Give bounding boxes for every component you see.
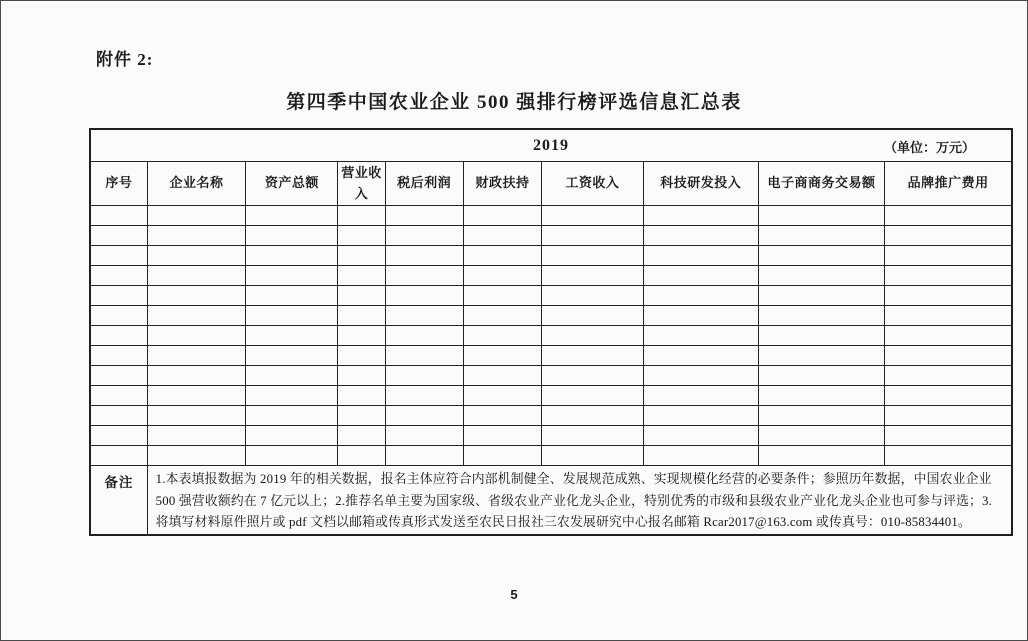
empty-cell (542, 426, 643, 446)
empty-cell (246, 226, 338, 246)
empty-cell (90, 226, 147, 246)
empty-cell (385, 266, 463, 286)
empty-cell (147, 306, 246, 326)
empty-cell (338, 426, 385, 446)
empty-cell (463, 326, 541, 346)
empty-cell (758, 406, 884, 426)
empty-cell (90, 426, 147, 446)
table-row (90, 386, 1012, 406)
empty-cell (338, 406, 385, 426)
table-row (90, 266, 1012, 286)
empty-cell (885, 366, 1012, 386)
table-row (90, 366, 1012, 386)
empty-cell (542, 286, 643, 306)
empty-cell (643, 226, 758, 246)
column-header: 财政扶持 (463, 162, 541, 206)
year-row (90, 129, 1012, 162)
empty-cell (643, 246, 758, 266)
empty-cell (338, 446, 385, 466)
empty-cell (338, 326, 385, 346)
remarks-line: 将填写材料原件照片或 pdf 文档以邮箱或传真形式发送至农民日报社三农发展研究中心报名邮箱 Rcar2017@163.com 或传真号：010-85834401。 (155, 515, 971, 529)
column-header: 品牌推广费用 (885, 162, 1012, 206)
empty-cell (542, 386, 643, 406)
empty-cell (385, 286, 463, 306)
empty-cell (90, 406, 147, 426)
empty-cell (385, 206, 463, 226)
empty-cell (885, 266, 1012, 286)
empty-cell (643, 366, 758, 386)
document-title: 第四季中国农业企业 500 强排行榜评选信息汇总表 (286, 92, 742, 113)
empty-cell (463, 386, 541, 406)
empty-cell (338, 366, 385, 386)
column-header: 资产总额 (246, 162, 338, 206)
column-header: 企业名称 (147, 162, 246, 206)
empty-cell (542, 326, 643, 346)
empty-cell (90, 366, 147, 386)
empty-cell (885, 386, 1012, 406)
empty-cell (758, 226, 884, 246)
column-header: 序号 (90, 162, 147, 206)
empty-cell (643, 326, 758, 346)
empty-cell (885, 326, 1012, 346)
empty-cell (385, 226, 463, 246)
empty-cell (385, 406, 463, 426)
empty-cell (643, 386, 758, 406)
empty-cell (463, 426, 541, 446)
table-row (90, 446, 1012, 466)
empty-cell (147, 446, 246, 466)
empty-cell (885, 346, 1012, 366)
table-row (90, 286, 1012, 306)
empty-cell (885, 426, 1012, 446)
remarks-line: 1.本表填报数据为 2019 年的相关数据，报名主体应符合内部机制健全、发展规范成熟、实现规模化经营的必要条件；参照历年数据，中国农业企业 (155, 472, 992, 486)
empty-cell (758, 206, 884, 226)
empty-cell (385, 326, 463, 346)
empty-cell (246, 206, 338, 226)
empty-cell (463, 206, 541, 226)
empty-cell (90, 346, 147, 366)
summary-table (89, 128, 1013, 536)
year-label: 2019 (533, 136, 569, 154)
column-header: 营业收入 (338, 162, 385, 206)
empty-cell (463, 446, 541, 466)
empty-cell (385, 366, 463, 386)
empty-cell (147, 366, 246, 386)
empty-cell (385, 306, 463, 326)
empty-cell (338, 306, 385, 326)
empty-cell (147, 426, 246, 446)
remarks-label: 备注 (90, 466, 147, 536)
empty-cell (385, 426, 463, 446)
unit-label: （单位：万元） (883, 140, 975, 155)
empty-cell (463, 266, 541, 286)
empty-cell (147, 286, 246, 306)
year-cell (90, 129, 1012, 162)
empty-cell (90, 446, 147, 466)
empty-cell (542, 266, 643, 286)
empty-cell (385, 246, 463, 266)
empty-cell (90, 386, 147, 406)
empty-cell (463, 306, 541, 326)
empty-cell (463, 406, 541, 426)
empty-cell (758, 326, 884, 346)
empty-cell (758, 426, 884, 446)
table-row (90, 426, 1012, 446)
empty-cell (338, 226, 385, 246)
column-header: 电子商商务交易额 (758, 162, 884, 206)
empty-cell (246, 366, 338, 386)
empty-cell (643, 446, 758, 466)
empty-cell (885, 246, 1012, 266)
empty-cell (758, 446, 884, 466)
table-row (90, 246, 1012, 266)
column-header: 工资收入 (542, 162, 643, 206)
remarks-row (90, 466, 1012, 536)
empty-cell (542, 366, 643, 386)
empty-cell (246, 346, 338, 366)
column-header: 税后利润 (385, 162, 463, 206)
table-row (90, 226, 1012, 246)
empty-cell (338, 346, 385, 366)
page-number: 5 (510, 587, 518, 602)
empty-cell (147, 206, 246, 226)
empty-cell (758, 366, 884, 386)
empty-cell (643, 286, 758, 306)
empty-cell (246, 446, 338, 466)
empty-cell (147, 326, 246, 346)
empty-cell (90, 286, 147, 306)
empty-cell (542, 246, 643, 266)
empty-cell (147, 386, 246, 406)
empty-cell (338, 246, 385, 266)
empty-cell (643, 306, 758, 326)
column-header-row (90, 162, 1012, 206)
empty-cell (758, 346, 884, 366)
empty-cell (758, 386, 884, 406)
empty-cell (542, 406, 643, 426)
empty-cell (246, 266, 338, 286)
table-row (90, 406, 1012, 426)
empty-cell (542, 346, 643, 366)
empty-cell (338, 266, 385, 286)
empty-cell (246, 326, 338, 346)
table-row (90, 346, 1012, 366)
empty-cell (463, 246, 541, 266)
empty-cell (542, 206, 643, 226)
empty-cell (246, 246, 338, 266)
empty-cell (758, 286, 884, 306)
empty-cell (885, 286, 1012, 306)
empty-cell (643, 406, 758, 426)
empty-cell (147, 226, 246, 246)
empty-cell (147, 266, 246, 286)
empty-cell (542, 446, 643, 466)
empty-cell (246, 286, 338, 306)
empty-cell (338, 286, 385, 306)
empty-cell (542, 306, 643, 326)
empty-cell (246, 306, 338, 326)
empty-cell (90, 326, 147, 346)
empty-cell (385, 446, 463, 466)
empty-cell (246, 426, 338, 446)
empty-cell (463, 286, 541, 306)
empty-cell (147, 346, 246, 366)
empty-cell (338, 206, 385, 226)
empty-cell (885, 226, 1012, 246)
empty-cell (147, 246, 246, 266)
empty-cell (758, 266, 884, 286)
empty-cell (246, 406, 338, 426)
empty-cell (542, 226, 643, 246)
empty-cell (385, 386, 463, 406)
column-header: 科技研发投入 (643, 162, 758, 206)
empty-cell (90, 246, 147, 266)
empty-cell (90, 306, 147, 326)
empty-cell (643, 426, 758, 446)
table-row (90, 326, 1012, 346)
empty-cell (338, 386, 385, 406)
empty-cell (246, 386, 338, 406)
table-row (90, 306, 1012, 326)
empty-cell (885, 206, 1012, 226)
remarks-text (147, 466, 1012, 536)
empty-cell (643, 346, 758, 366)
remarks-line: 500 强营收额约在 7 亿元以上；2.推荐名单主要为国家级、省级农业产业化龙头企业，特别优秀的市级和县级农业产业化龙头企业也可参与评选；3. (155, 493, 993, 508)
empty-cell (643, 206, 758, 226)
empty-cell (463, 226, 541, 246)
empty-cell (758, 246, 884, 266)
empty-cell (385, 346, 463, 366)
empty-cell (147, 406, 246, 426)
empty-cell (463, 346, 541, 366)
empty-cell (643, 266, 758, 286)
empty-cell (885, 306, 1012, 326)
empty-cell (90, 266, 147, 286)
empty-cell (885, 406, 1012, 426)
empty-cell (463, 366, 541, 386)
empty-cell (885, 446, 1012, 466)
attachment-label: 附件 2: (96, 50, 154, 69)
table-row (90, 206, 1012, 226)
empty-cell (758, 306, 884, 326)
empty-cell (90, 206, 147, 226)
